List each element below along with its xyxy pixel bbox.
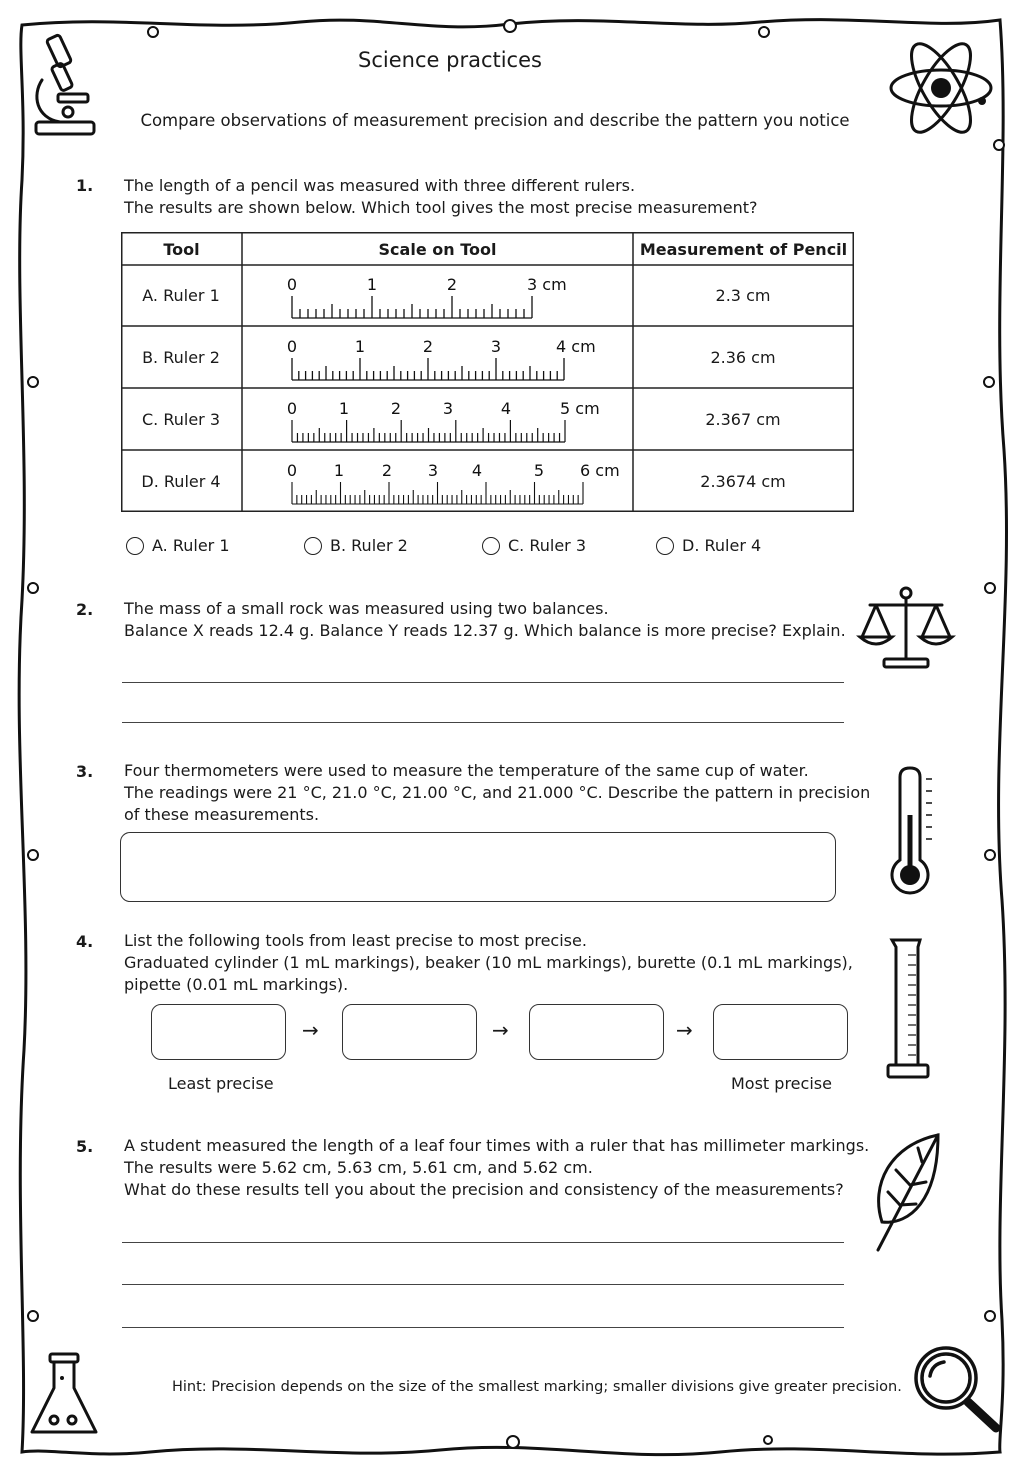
least-precise-label: Least precise	[168, 1074, 274, 1093]
ruler-3-scale	[287, 396, 607, 448]
page-subtitle: Compare observations of measurement precision and describe the pattern you notice	[140, 111, 850, 130]
question-3-number: 3.	[76, 762, 94, 781]
order-box-2[interactable]	[342, 1004, 477, 1060]
header-scale: Scale on Tool	[378, 240, 497, 259]
row-a-tool: A. Ruler 1	[142, 286, 220, 305]
question-4-text: List the following tools from least precise to most precise. Graduated cylinder (1 mL markings), beaker (10 mL markings), burette (0.1 mL markings), pipette (0.01 mL markings).	[124, 931, 853, 994]
question-1-text: The length of a pencil was measured with three different rulers. The results are shown below. Which tool gives the most precise measurement?	[124, 176, 758, 217]
magnifier-icon	[908, 1340, 1004, 1436]
right-arrow-icon: →	[302, 1018, 319, 1042]
radio-circle-icon[interactable]	[304, 537, 322, 555]
answer-line[interactable]	[122, 682, 844, 683]
row-c-measurement: 2.367 cm	[705, 410, 781, 429]
choice-b-label: B. Ruler 2	[330, 536, 408, 555]
radio-circle-icon[interactable]	[656, 537, 674, 555]
ruler-4-label-5: 5	[533, 461, 545, 480]
question-5-text: A student measured the length of a leaf four times with a ruler that has millimeter markings. The results were 5.62 cm, 5.63 cm, 5.61 cm, and 5.62 cm. What do these results tell you about the precision and consistency of the measurements?	[124, 1136, 870, 1199]
choice-d[interactable]	[656, 536, 761, 555]
answer-box-q3[interactable]	[120, 832, 836, 902]
most-precise-label: Most precise	[731, 1074, 832, 1093]
answer-line[interactable]	[122, 1242, 844, 1243]
order-box-3[interactable]	[529, 1004, 664, 1060]
radio-circle-icon[interactable]	[482, 537, 500, 555]
hint-text: Hint: Precision depends on the size of the smallest marking; smaller divisions give greater precision.	[172, 1379, 902, 1395]
ruler-4-label-1: 1	[333, 461, 345, 480]
answer-line[interactable]	[122, 722, 844, 723]
ruler-2-label-4: 4 cm	[556, 337, 596, 356]
ruler-3-label-1: 1	[338, 399, 350, 418]
leaf-icon	[870, 1130, 945, 1255]
choice-a[interactable]	[126, 536, 230, 555]
header-tool: Tool	[163, 240, 200, 259]
ruler-4-label-3: 3	[427, 461, 439, 480]
row-d-measurement: 2.3674 cm	[700, 472, 786, 491]
answer-line[interactable]	[122, 1284, 844, 1285]
ruler-4-label-0: 0	[287, 461, 298, 480]
ruler-2-label-0: 0	[287, 337, 298, 356]
ruler-3-label-3: 3	[442, 399, 454, 418]
ruler-3-label-4: 4	[500, 399, 512, 418]
answer-line[interactable]	[122, 1327, 844, 1328]
thermometer-icon	[888, 765, 938, 897]
row-b-tool: B. Ruler 2	[142, 348, 220, 367]
ruler-4-label-6: 6 cm	[580, 461, 620, 480]
radio-circle-icon[interactable]	[126, 537, 144, 555]
choice-c[interactable]	[482, 536, 586, 555]
question-5-number: 5.	[76, 1137, 94, 1156]
row-c-tool: C. Ruler 3	[141, 410, 220, 429]
question-3-text: Four thermometers were used to measure the temperature of the same cup of water. The readings were 21 °C, 21.0 °C, 21.00 °C, and 21.000 °C. Describe the pattern in precision of these measurements.	[124, 761, 871, 824]
order-box-4[interactable]	[713, 1004, 848, 1060]
choice-b[interactable]	[304, 536, 408, 555]
ruler-1-label-0: 0	[287, 275, 298, 294]
ruler-3-label-5: 5 cm	[560, 399, 600, 418]
right-arrow-icon: →	[676, 1018, 693, 1042]
row-a-measurement: 2.3 cm	[715, 286, 771, 305]
ruler-4-label-4: 4	[471, 461, 483, 480]
ruler-2-label-1: 1	[354, 337, 366, 356]
rulers-table	[121, 232, 854, 512]
ruler-2-label-2: 2	[422, 337, 434, 356]
choice-d-label: D. Ruler 4	[682, 536, 762, 555]
ruler-1-label-1: 1	[366, 275, 378, 294]
page-title: Science practices	[358, 48, 542, 72]
question-2-number: 2.	[76, 600, 94, 619]
ruler-2-scale	[287, 334, 607, 386]
ruler-3-label-0: 0	[287, 399, 298, 418]
choice-a-label: A. Ruler 1	[152, 536, 230, 555]
question-4-number: 4.	[76, 932, 94, 951]
graduated-cylinder-icon	[884, 935, 932, 1085]
ruler-1-label-3: 3 cm	[527, 275, 567, 294]
choice-c-label: C. Ruler 3	[508, 536, 587, 555]
microscope-icon	[30, 30, 100, 140]
row-d-tool: D. Ruler 4	[141, 472, 221, 491]
atom-icon	[887, 34, 995, 142]
ruler-1-label-2: 2	[446, 275, 458, 294]
right-arrow-icon: →	[492, 1018, 509, 1042]
row-b-measurement: 2.36 cm	[710, 348, 776, 367]
order-box-1[interactable]	[151, 1004, 286, 1060]
ruler-4-label-2: 2	[381, 461, 393, 480]
ruler-2-label-3: 3	[490, 337, 502, 356]
ruler-1-scale	[287, 272, 607, 324]
question-2-text: The mass of a small rock was measured using two balances. Balance X reads 12.4 g. Balance Y reads 12.37 g. Which balance is more precise? Explain.	[124, 599, 846, 640]
header-measurement: Measurement of Pencil	[639, 240, 848, 259]
flask-icon	[28, 1350, 100, 1442]
question-1-number: 1.	[76, 176, 94, 195]
ruler-3-label-2: 2	[390, 399, 402, 418]
balance-scale-icon	[856, 585, 956, 675]
ruler-4-scale	[287, 458, 627, 510]
